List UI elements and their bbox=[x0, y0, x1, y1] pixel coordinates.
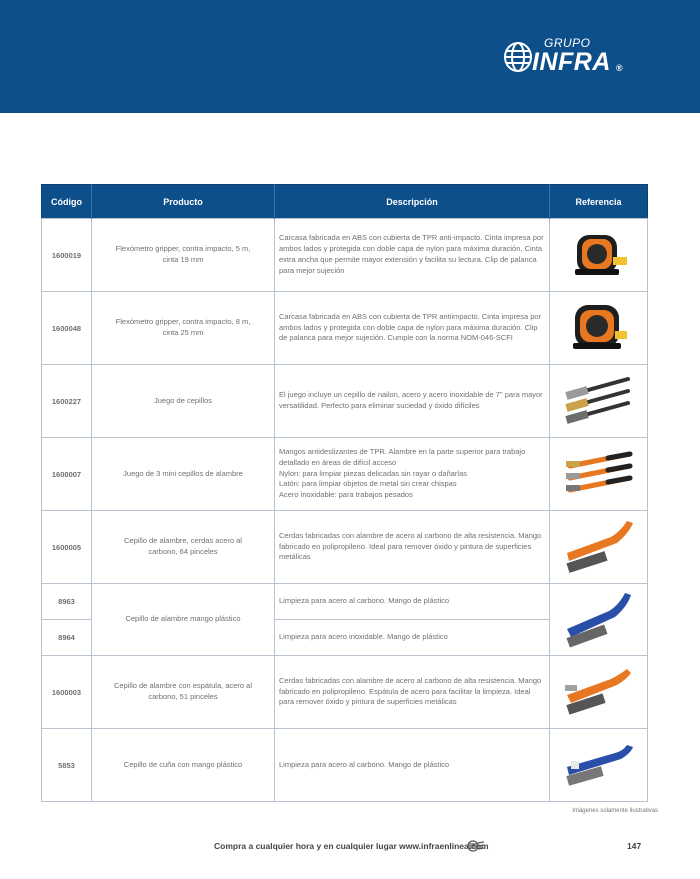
row-code: 1600003 bbox=[42, 656, 92, 729]
row-reference bbox=[550, 584, 648, 656]
row-reference bbox=[550, 219, 648, 292]
table-header-row bbox=[42, 185, 648, 219]
description-line: Latón: para limpiar objetos de metal sin crear chispas bbox=[279, 479, 457, 489]
row-reference bbox=[550, 656, 648, 729]
illustrative-images-note: Imágenes solamente ilustrativas bbox=[572, 808, 658, 814]
row-product: Cepillo de cuña con mango plástico bbox=[92, 729, 275, 802]
table-row bbox=[42, 292, 648, 365]
row-reference bbox=[550, 365, 648, 438]
blue-wire-brush-image bbox=[561, 589, 637, 651]
logo-wordmark: INFRA bbox=[532, 48, 611, 76]
infra-logo bbox=[502, 34, 632, 80]
header-product: Producto bbox=[92, 185, 275, 219]
tape-measure-5m-image bbox=[569, 229, 629, 281]
row-product: Cepillo de alambre, cerdas acero al carbono, 64 pinceles bbox=[92, 511, 275, 584]
header-description: Descripción bbox=[275, 185, 550, 219]
row-description bbox=[275, 438, 550, 511]
row-description: Cerdas fabricadas con alambre de acero al carbono de alta resistencia. Mango fabricado en polipropileno. Ideal para remover óxido y pintura de superficies metálicas bbox=[275, 511, 550, 584]
table-row bbox=[42, 219, 648, 292]
registered-mark: ® bbox=[616, 63, 623, 73]
product-table bbox=[41, 184, 648, 802]
row-code: 1600048 bbox=[42, 292, 92, 365]
page-number: 147 bbox=[627, 841, 642, 851]
page-header bbox=[0, 0, 700, 113]
row-product: Cepillo de alambre con espátula, acero al carbono, 51 pinceles bbox=[92, 656, 275, 729]
row-reference bbox=[550, 292, 648, 365]
row-code: 8963 bbox=[42, 584, 92, 620]
scraper-wire-brush-image bbox=[561, 663, 637, 721]
row-product: Flexómetro gripper, contra impacto, 5 m, cinta 19 mm bbox=[92, 219, 275, 292]
row-product: Juego de 3 mini cepillos de alambre bbox=[92, 438, 275, 511]
wedge-brush-image bbox=[561, 737, 637, 793]
orange-wire-brush-image bbox=[561, 517, 637, 577]
row-reference bbox=[550, 729, 648, 802]
row-code: 5853 bbox=[42, 729, 92, 802]
brush-set-image bbox=[562, 373, 636, 429]
description-line: Mangos antideslizantes de TPR. Alambre en la parte superior para trabajo detallado en áreas de difícil acceso bbox=[279, 446, 526, 467]
header-code: Código bbox=[42, 185, 92, 219]
row-description: Cerdas fabricadas con alambre de acero al carbono de alta resistencia. Mango fabricado en polipropileno. Espátula de acero para facilitar la limpieza. Ideal para remover óxido y pintura de superficies metálicas bbox=[275, 656, 550, 729]
table-row bbox=[42, 511, 648, 584]
logo-group-text: GRUPO bbox=[544, 36, 591, 50]
row-description: El juego incluye un cepillo de nailon, acero y acero inoxidable de 7" para mayor versatilidad. Perfecto para eliminar suciedad y óxido difíciles bbox=[275, 365, 550, 438]
table-row bbox=[42, 365, 648, 438]
row-code: 1600227 bbox=[42, 365, 92, 438]
row-description: Carcasa fabricada en ABS con cubierta de TPR antiimpacto. Cinta impresa por ambos lados y protegida con doble capa de nylon para máxima duración. Clip de palanca para mejor sujeción. Cumple con la norma NOM-046-SCFI bbox=[275, 292, 550, 365]
description-line: Nylon: para limpiar piezas delicadas sin rayar o dañarlas bbox=[279, 468, 468, 478]
row-description: Limpieza para acero al carbono. Mango de plástico bbox=[275, 729, 550, 802]
table-row bbox=[42, 584, 648, 620]
infra-small-logo-icon bbox=[467, 840, 485, 852]
row-reference bbox=[550, 511, 648, 584]
row-code: 1600005 bbox=[42, 511, 92, 584]
mini-brush-set-image bbox=[560, 446, 638, 502]
row-code: 8964 bbox=[42, 620, 92, 656]
row-description: Limpieza para acero al carbono. Mango de plástico bbox=[275, 584, 550, 620]
footer-text: Compra a cualquier hora y en cualquier lugar www.infraenlinea.com bbox=[214, 841, 489, 851]
header-reference: Referencia bbox=[550, 185, 648, 219]
row-product: Juego de cepillos bbox=[92, 365, 275, 438]
row-description: Limpieza para acero inoxidable. Mango de plástico bbox=[275, 620, 550, 656]
row-description: Carcasa fabricada en ABS con cubierta de TPR anti-impacto. Cinta impresa por ambos lados y protegida con doble capa de nylon para máxima duración. Cinta extra ancha que permite mayor extensión y facilita su lectura. Clip de palanca para mejor sujeción bbox=[275, 219, 550, 292]
row-product: Flexómetro gripper, contra impacto, 8 m, cinta 25 mm bbox=[92, 292, 275, 365]
row-reference bbox=[550, 438, 648, 511]
description-line: Acero inoxidable: para trabajos pesados bbox=[279, 490, 413, 500]
table-row bbox=[42, 729, 648, 802]
row-product: Cepillo de alambre mango plástico bbox=[92, 584, 275, 656]
row-code: 1600007 bbox=[42, 438, 92, 511]
tape-measure-8m-image bbox=[569, 301, 629, 355]
table-row bbox=[42, 656, 648, 729]
table-row bbox=[42, 438, 648, 511]
row-code: 1600019 bbox=[42, 219, 92, 292]
